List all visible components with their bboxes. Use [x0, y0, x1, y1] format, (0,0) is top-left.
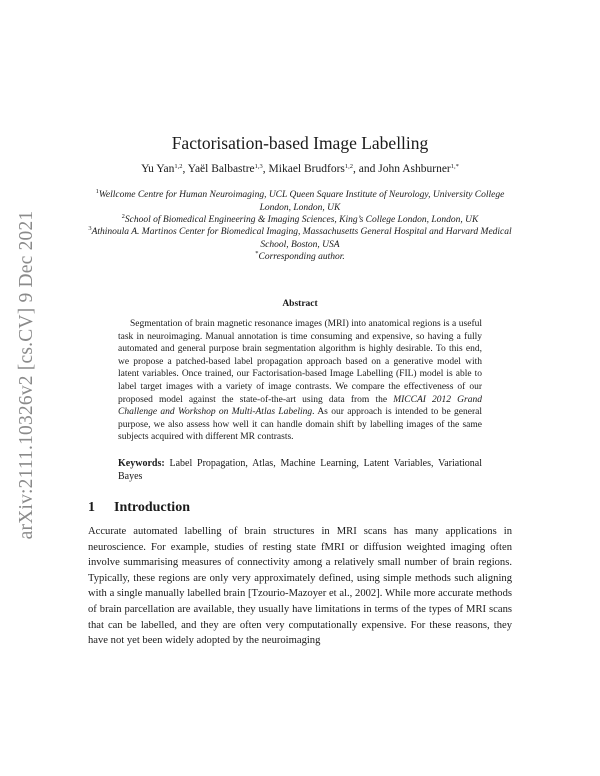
abstract-text-italic: MICCAI 2012 Grand Challenge and Workshop on Multi-Atlas Labeling [118, 394, 482, 418]
keywords-text: Label Propagation, Atlas, Machine Learning, Latent Variables, Variational Bayes [118, 458, 482, 482]
arxiv-id-text: arXiv:2111.10326v2 [cs.CV] 9 Dec 2021 [16, 210, 37, 540]
author-affiliation-marker: 1,2 [174, 163, 183, 170]
affiliation-text: Corresponding author. [258, 252, 345, 262]
paper-title: Factorisation-based Image Labelling [171, 133, 429, 153]
abstract-text: Segmentation of brain magnetic resonance images (MRI) into anatomical regions is a useful task in neuroimaging. Manual annotation is time consuming and expensive, so having a fully automated and general purpose brain segmentation algorithm is highly desirable. To this end, we propose a patched-based label propagation approach based on a generative model with latent variables. Once trained, our Factorisation-based Image Labelling (FIL) model is able to label target images with a variety of image contrasts. We compare the effectiveness of our proposed model against the state-of-the-art using data from the [118, 319, 482, 405]
section-number: 1 [88, 500, 95, 515]
affiliation-marker: * [255, 250, 259, 257]
author-separator: , [182, 163, 188, 175]
affiliation-text: Athinoula A. Martinos Center for Biomedical Imaging, Massachusetts General Hospital and Harvard Medical School, Boston, USA [91, 227, 512, 250]
section-paragraph: Accurate automated labelling of brain structures in MRI scans has many applications in neuroscience. For example, studies of resting state fMRI or diffusion weighted imaging often involve summarising measures of connectivity among a relatively small number of brain regions. Typically, these regions are only very approximately defined, using simple methods such aligning with a single manually labelled brain [Tzourio-Mazoyer et al., 2002]. While more accurate methods of brain parcellation are available, they usually have limitations in terms of the types of MRI scans that can be labelled, and they are often very computationally expensive. For these reasons, they have not yet been widely adopted by the neuroimaging [88, 526, 512, 647]
arxiv-side-identifier [12, 210, 42, 540]
keywords [118, 457, 482, 483]
author-name: Mikael Brudfors [268, 163, 345, 175]
section-body [88, 524, 512, 649]
author-list [88, 163, 512, 175]
author-name: Yaël Balbastre [187, 163, 255, 175]
author-separator: , [262, 163, 269, 175]
affiliation-text: School of Biomedical Engineering & Imaging Sciences, King’s College London, London, UK [124, 215, 479, 225]
abstract-text: . As our approach is intended to be general purpose, we also assess how well it can handle domain shift by labelling images of the same subjects acquired with different MR contrasts. [118, 407, 482, 443]
affiliation [88, 251, 512, 264]
affiliation-marker: 1 [95, 188, 99, 195]
section-title: Introduction [114, 500, 190, 515]
author-affiliation-marker: 1,3 [254, 163, 263, 170]
affiliation [88, 189, 512, 214]
author-name: John Ashburner [378, 163, 451, 175]
affiliation-marker: 2 [121, 213, 125, 220]
abstract-body [118, 318, 482, 444]
affiliation-text: Wellcome Centre for Human Neuroimaging, UCL Queen Square Institute of Neurology, University College London, London, UK [98, 190, 505, 213]
affiliation-marker: 3 [88, 225, 92, 232]
author-affiliation-marker: 1,* [450, 163, 459, 170]
author-name: Yu Yan [141, 163, 175, 175]
author-affiliation-marker: 1,2 [344, 163, 354, 170]
affiliation [88, 214, 512, 227]
keywords-label: Keywords: [118, 458, 165, 469]
author-separator: , and [353, 163, 379, 175]
section-heading [88, 500, 190, 516]
affiliation [88, 226, 512, 251]
abstract-heading: Abstract [282, 299, 318, 309]
